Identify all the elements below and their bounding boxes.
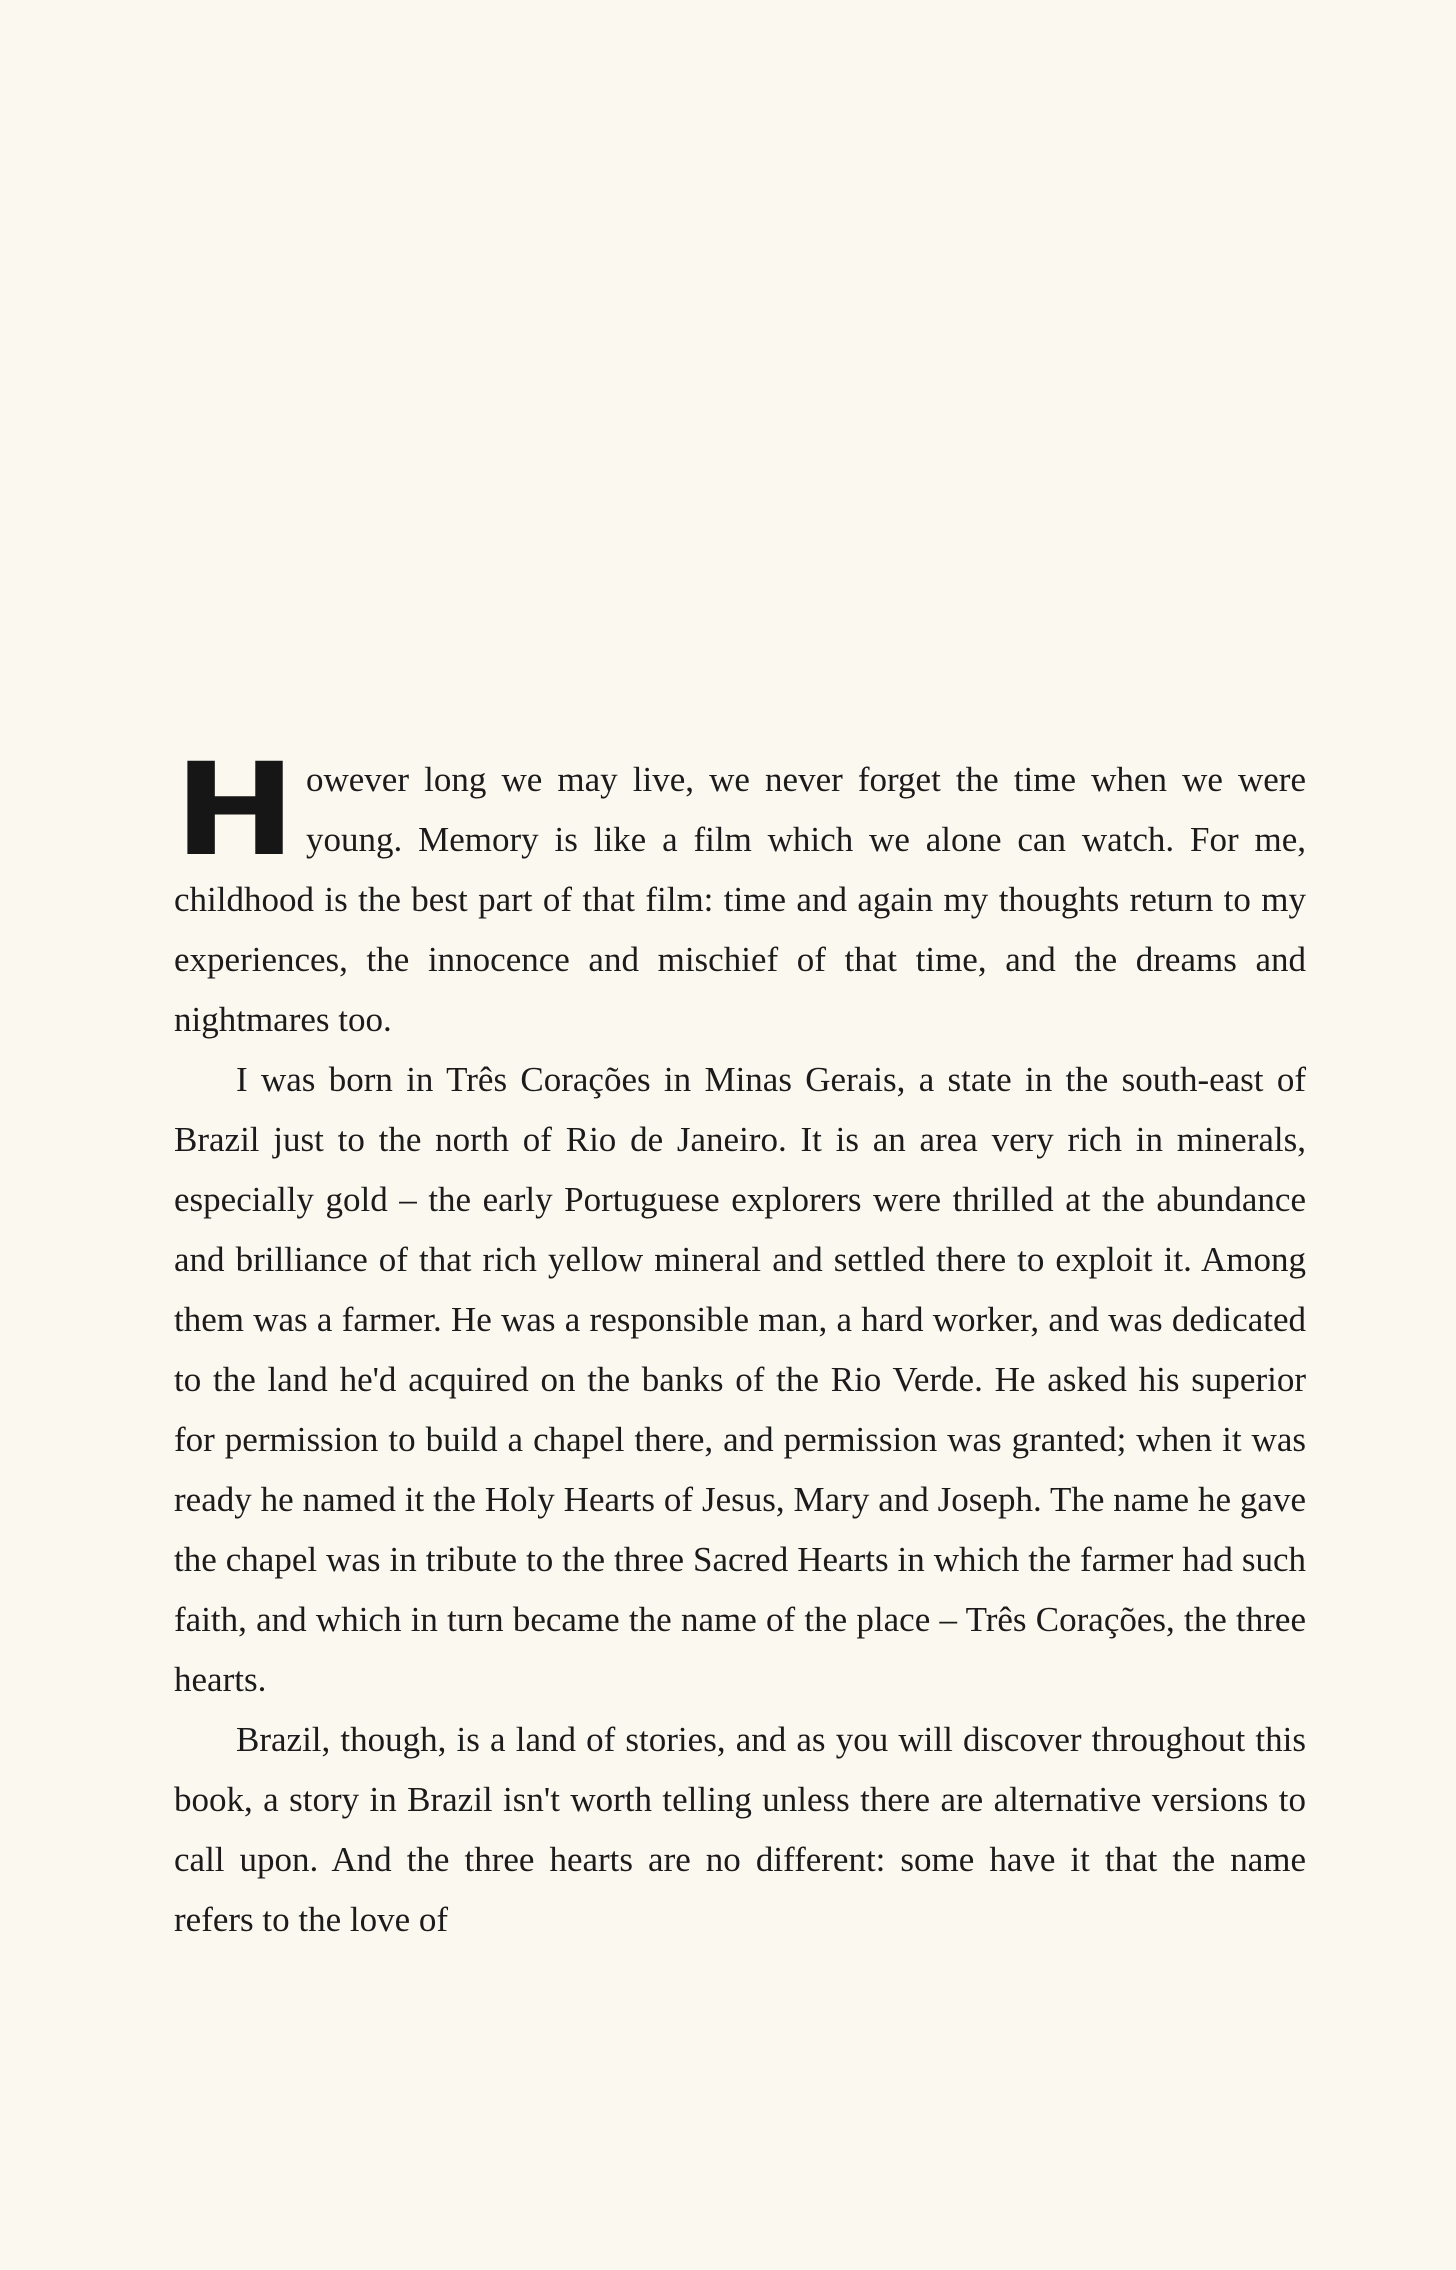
drop-cap-letter: H [174, 736, 297, 885]
paragraph-3: Brazil, though, is a land of stories, and as you will discover throughout this book, a story in Brazil isn't worth telling unless there are alternative versions to call upon. And the three hearts are no different: some have it that the name refers to the love of [174, 1720, 1306, 1939]
paragraph-1-text: owever long we may live, we never forget the time when we were young. Memory is like a film which we alone can watch. For me, childhood is the best part of that film: time and again my thoughts return to my experiences, the innocence and mischief of that time, and the dreams and nightmares too. [174, 760, 1306, 1039]
paragraph-2: I was born in Três Corações in Minas Gerais, a state in the south-east of Brazil just to the north of Rio de Janeiro. It is an area very rich in minerals, especially gold – the early Portuguese explorers were thrilled at the abundance and brilliance of that rich yellow mineral and settled there to exploit it. Among them was a farmer. He was a responsible man, a hard worker, and was dedicated to the land he'd acquired on the banks of the Rio Verde. He asked his superior for permission to build a chapel there, and permission was granted; when it was ready he named it the Holy Hearts of Jesus, Mary and Joseph. The name he gave the chapel was in tribute to the three Sacred Hearts in which the farmer had such faith, and which in turn became the name of the place – Três Corações, the three hearts. [174, 1060, 1306, 1699]
paragraph-1 [174, 736, 1306, 1050]
body-text [174, 736, 1306, 1950]
